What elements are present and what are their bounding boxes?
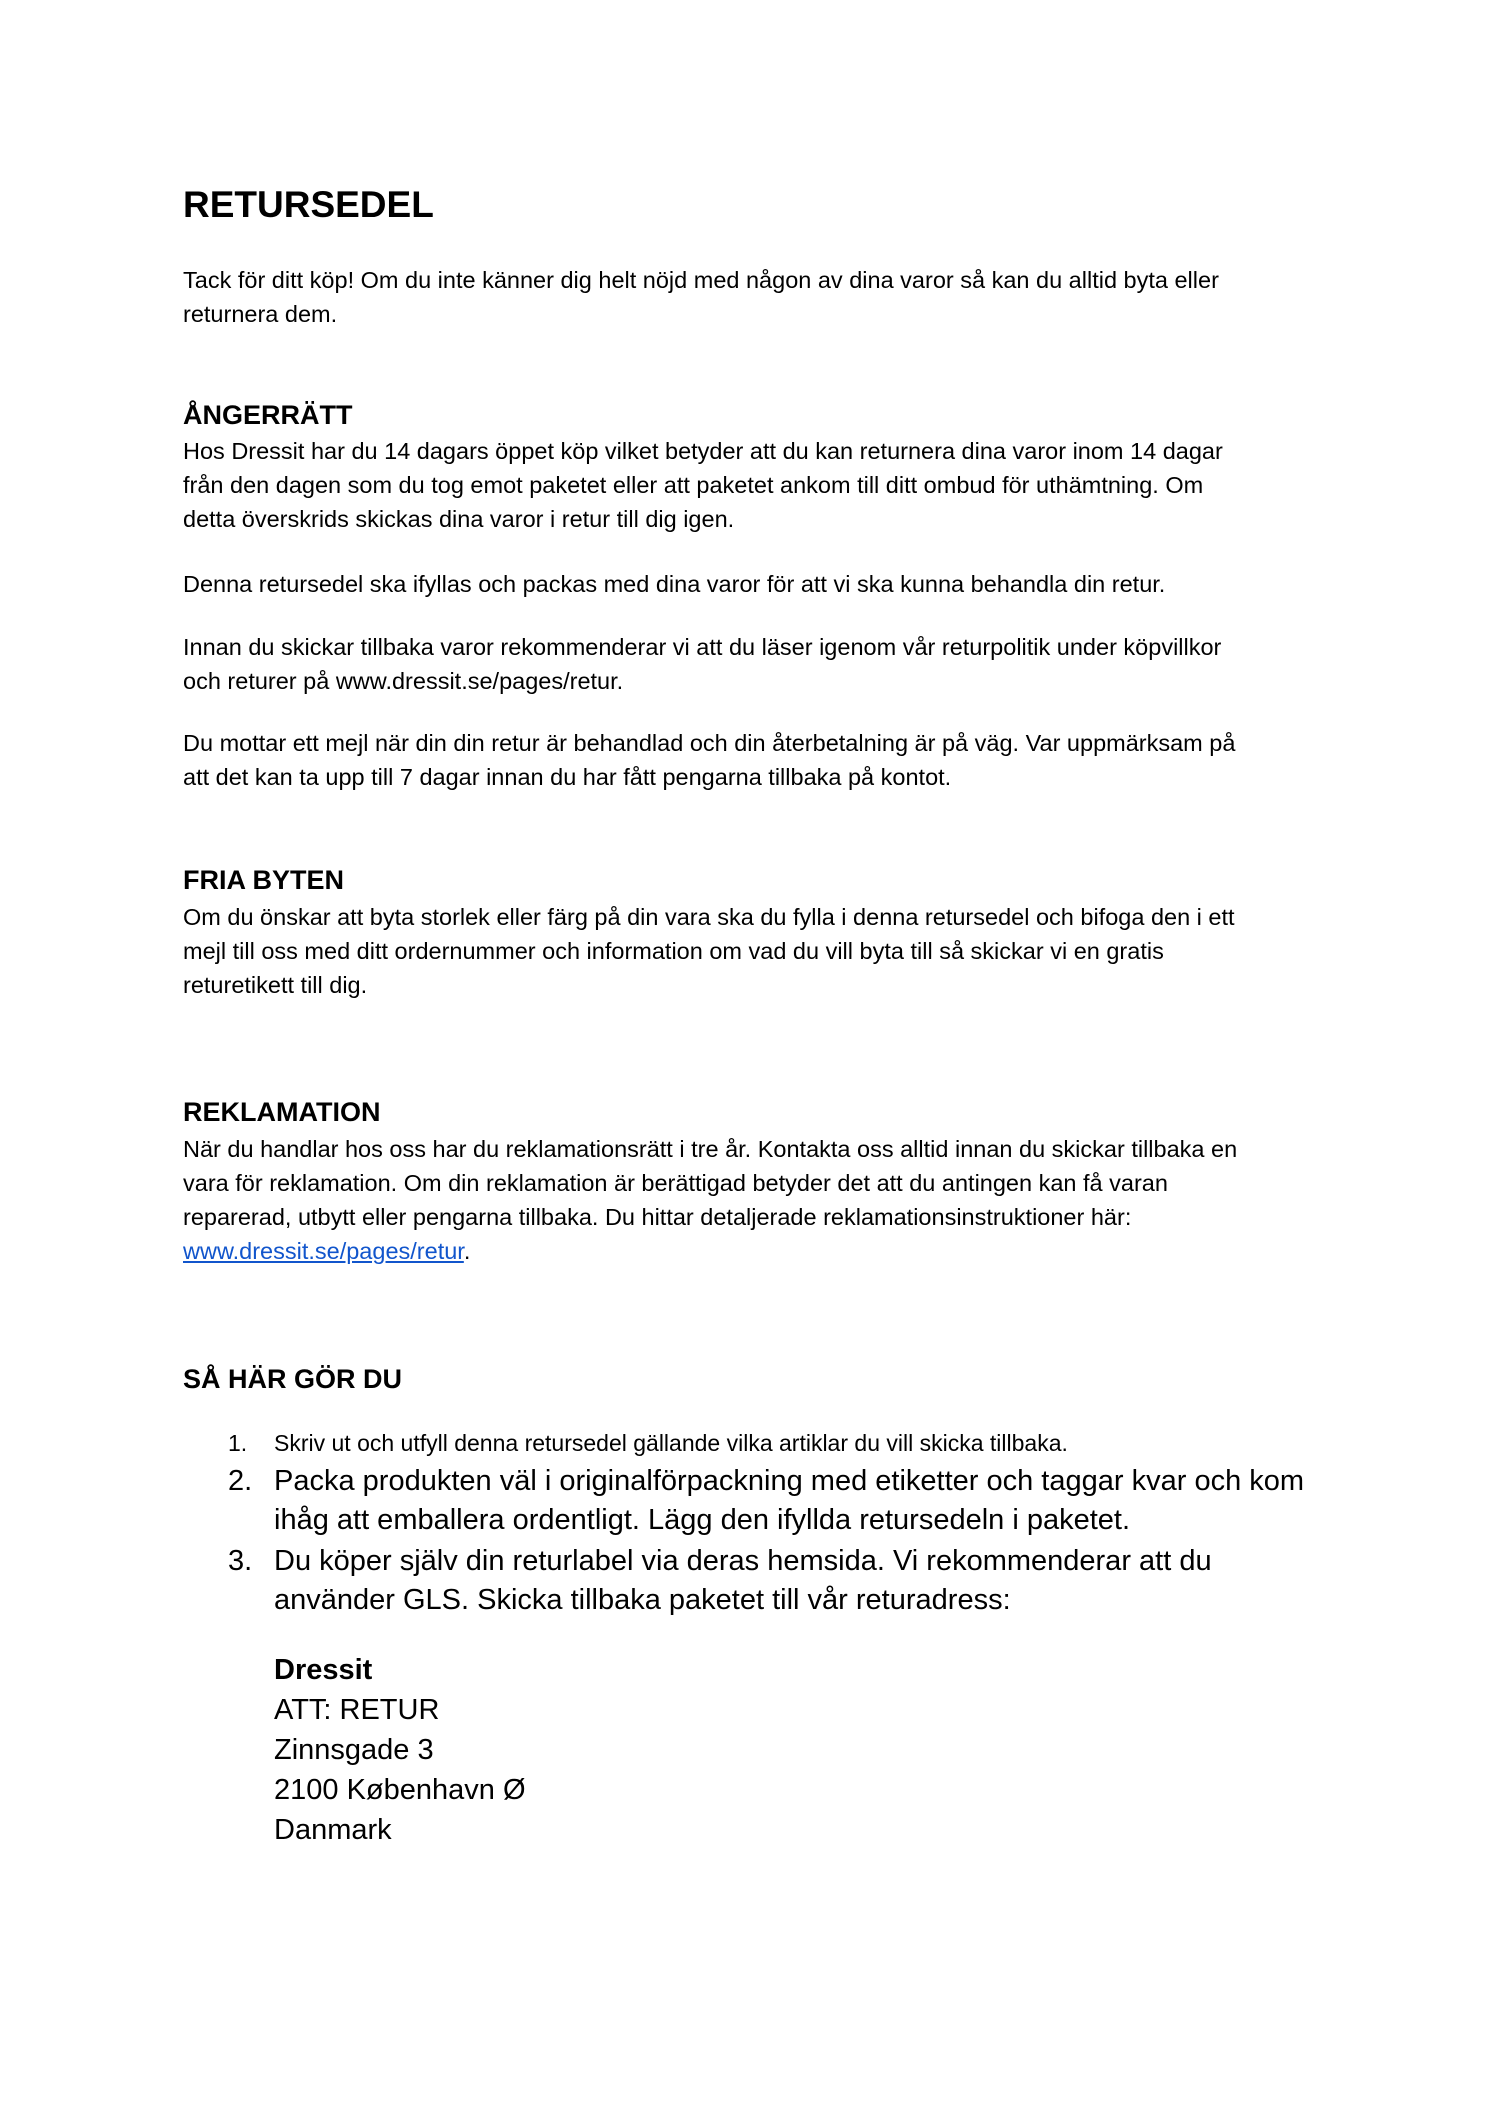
text-line: När du handlar hos oss har du reklamationsrätt i tre år. Kontakta oss alltid innan du skickar tillbaka en — [183, 1136, 1238, 1162]
list-number: 3. — [228, 1545, 253, 1577]
text-line: Hos Dressit har du 14 dagars öppet köp vilket betyder att du kan returnera dina varor inom 14 dagar — [183, 438, 1223, 464]
text-line: mejl till oss med ditt ordernummer och information om vad du vill byta till så skickar vi en gratis — [183, 938, 1164, 964]
text-line: Denna retursedel ska ifyllas och packas med dina varor för att vi ska kunna behandla din retur. — [183, 571, 1166, 597]
text-line: Du mottar ett mejl när din din retur är behandlad och din återbetalning är på väg. Var uppmärksam på — [183, 730, 1236, 756]
text-line: vara för reklamation. Om din reklamation är berättigad betyder det att du antingen kan få varan — [183, 1170, 1168, 1196]
link-suffix: . — [463, 1238, 471, 1264]
text-line: från den dagen som du tog emot paketet eller att paketet ankom till ditt ombud för uthämtning. Om — [183, 472, 1204, 498]
heading-reklamation: REKLAMATION — [183, 1097, 381, 1127]
address-line: Zinnsgade 3 — [274, 1734, 434, 1766]
text-line: reparerad, utbytt eller pengarna tillbaka. Du hittar detaljerade reklamationsinstruktioner här: — [183, 1204, 1132, 1230]
text-line: och returer på www.dressit.se/pages/retur. — [183, 668, 624, 694]
link-line — [183, 1234, 1237, 1268]
text-line: att det kan ta upp till 7 dagar innan du har fått pengarna tillbaka på kontot. — [183, 764, 952, 790]
list-text: Skriv ut och utfyll denna retursedel gällande vilka artiklar du vill skicka tillbaka. — [274, 1430, 1068, 1456]
address-line: Danmark — [274, 1814, 392, 1846]
angerratt-paragraph-3 — [183, 630, 1221, 698]
reklamation-paragraph — [183, 1132, 1237, 1268]
text-line: använder GLS. Skicka tillbaka paketet till vår returadress: — [274, 1584, 1011, 1616]
text-line: returetikett till dig. — [183, 972, 368, 998]
heading-angerratt: ÅNGERRÄTT — [183, 400, 353, 430]
list-text — [274, 1462, 1304, 1540]
address-name: Dressit — [274, 1654, 373, 1686]
list-number: 1. — [228, 1430, 248, 1456]
page-title: RETURSEDEL — [183, 184, 434, 225]
angerratt-paragraph-2 — [183, 567, 1165, 601]
list-number: 2. — [228, 1465, 253, 1497]
heading-fria-byten: FRIA BYTEN — [183, 865, 344, 895]
address-line: 2100 København Ø — [274, 1774, 526, 1806]
angerratt-paragraph-1 — [183, 434, 1223, 536]
text-line: Tack för ditt köp! Om du inte känner dig helt nöjd med någon av dina varor så kan du alltid byta eller — [183, 267, 1219, 293]
address-line: ATT: RETUR — [274, 1694, 440, 1726]
list-text — [274, 1542, 1212, 1620]
angerratt-paragraph-4 — [183, 726, 1235, 794]
text-line: detta överskrids skickas dina varor i retur till dig igen. — [183, 506, 735, 532]
heading-sa-har-gor-du: SÅ HÄR GÖR DU — [183, 1364, 403, 1394]
text-line: ihåg att emballera ordentligt. Lägg den ifyllda retursedeln i paketet. — [274, 1504, 1131, 1536]
return-address — [274, 1650, 526, 1850]
text-line: Packa produkten väl i originalförpackning med etiketter och taggar kvar och kom — [274, 1465, 1305, 1497]
text-line: returnera dem. — [183, 301, 338, 327]
retur-link[interactable]: www.dressit.se/pages/retur — [183, 1238, 464, 1264]
text-line: Om du önskar att byta storlek eller färg på din vara ska du fylla i denna retursedel och bifoga den i ett — [183, 904, 1235, 930]
text-line: Innan du skickar tillbaka varor rekommenderar vi att du läser igenom vår returpolitik under köpvillkor — [183, 634, 1222, 660]
intro-paragraph — [183, 263, 1219, 331]
text-line: Du köper själv din returlabel via deras hemsida. Vi rekommenderar att du — [274, 1545, 1212, 1577]
fria-byten-paragraph — [183, 900, 1235, 1002]
